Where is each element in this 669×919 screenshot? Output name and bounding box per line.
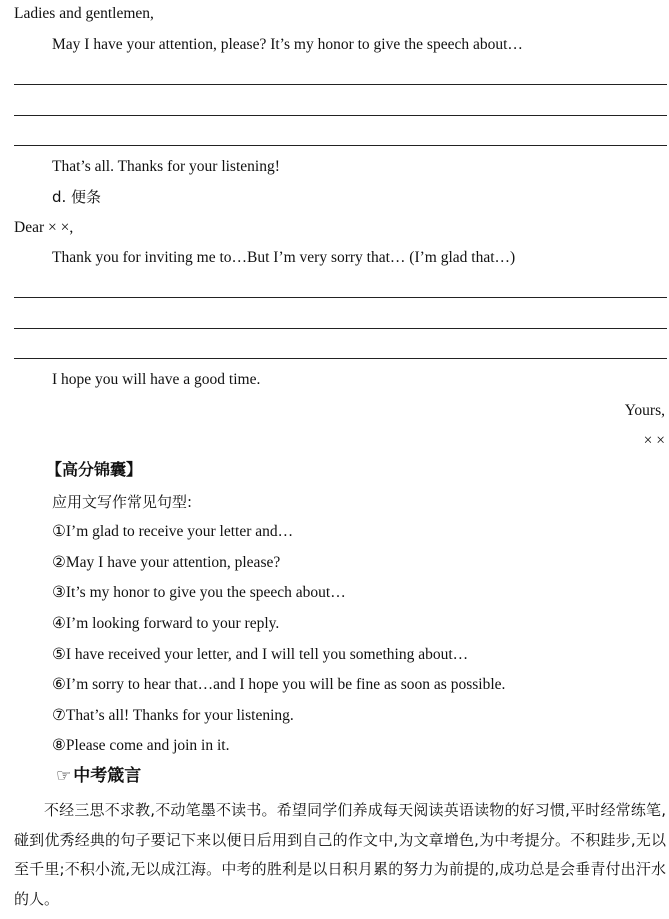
motto-heading-row — [56, 766, 141, 786]
writing-line — [14, 297, 667, 298]
note-signoff: Yours, — [624, 402, 665, 419]
tip-item: ⑥I’m sorry to hear that…and I hope you will be fine as soon as possible. — [52, 676, 506, 693]
tip-item: ②May I have your attention, please? — [52, 554, 281, 571]
writing-line — [14, 145, 667, 146]
tip-item: ①I’m glad to receive your letter and… — [52, 523, 294, 540]
section-label: d. 便条 — [52, 188, 102, 206]
writing-line — [14, 84, 667, 85]
note-signature: × × — [643, 432, 665, 449]
writing-line — [14, 358, 667, 359]
tip-item: ③It’s my honor to give you the speech about… — [52, 584, 346, 601]
writing-line — [14, 115, 667, 116]
tips-intro: 应用文写作常见句型: — [52, 493, 193, 511]
tip-item: ⑤I have received your letter, and I will tell you something about… — [52, 646, 469, 663]
note-salutation: Dear × ×, — [14, 219, 74, 236]
tip-item: ④I’m looking forward to your reply. — [52, 615, 280, 632]
speech-closing: That’s all. Thanks for your listening! — [52, 158, 280, 175]
note-closing: I hope you will have a good time. — [52, 371, 261, 388]
tips-heading: 【高分锦囊】 — [46, 460, 143, 479]
motto-heading: 中考箴言 — [73, 766, 142, 786]
pointing-hand-icon: ☞ — [56, 766, 72, 786]
tip-item: ⑦That’s all! Thanks for your listening. — [52, 707, 294, 724]
speech-greeting: Ladies and gentlemen, — [14, 5, 154, 22]
motto-paragraph: 不经三思不求教,不动笔墨不读书。希望同学们养成每天阅读英语读物的好习惯,平时经常练笔,碰到优秀经典的句子要记下来以便日后用到自己的作文中,为文章增色,为中考提分。不积跬步,无以至千里;不积小流,无以成江海。中考的胜利是以日积月累的努力为前提的,成功总是会垂青付出汗水的人。 — [14, 801, 666, 908]
writing-line — [14, 328, 667, 329]
tip-item: ⑧Please come and join in it. — [52, 737, 230, 754]
note-body: Thank you for inviting me to…But I’m very sorry that… (I’m glad that…) — [52, 249, 516, 266]
speech-opening: May I have your attention, please? It’s my honor to give the speech about… — [52, 36, 523, 53]
